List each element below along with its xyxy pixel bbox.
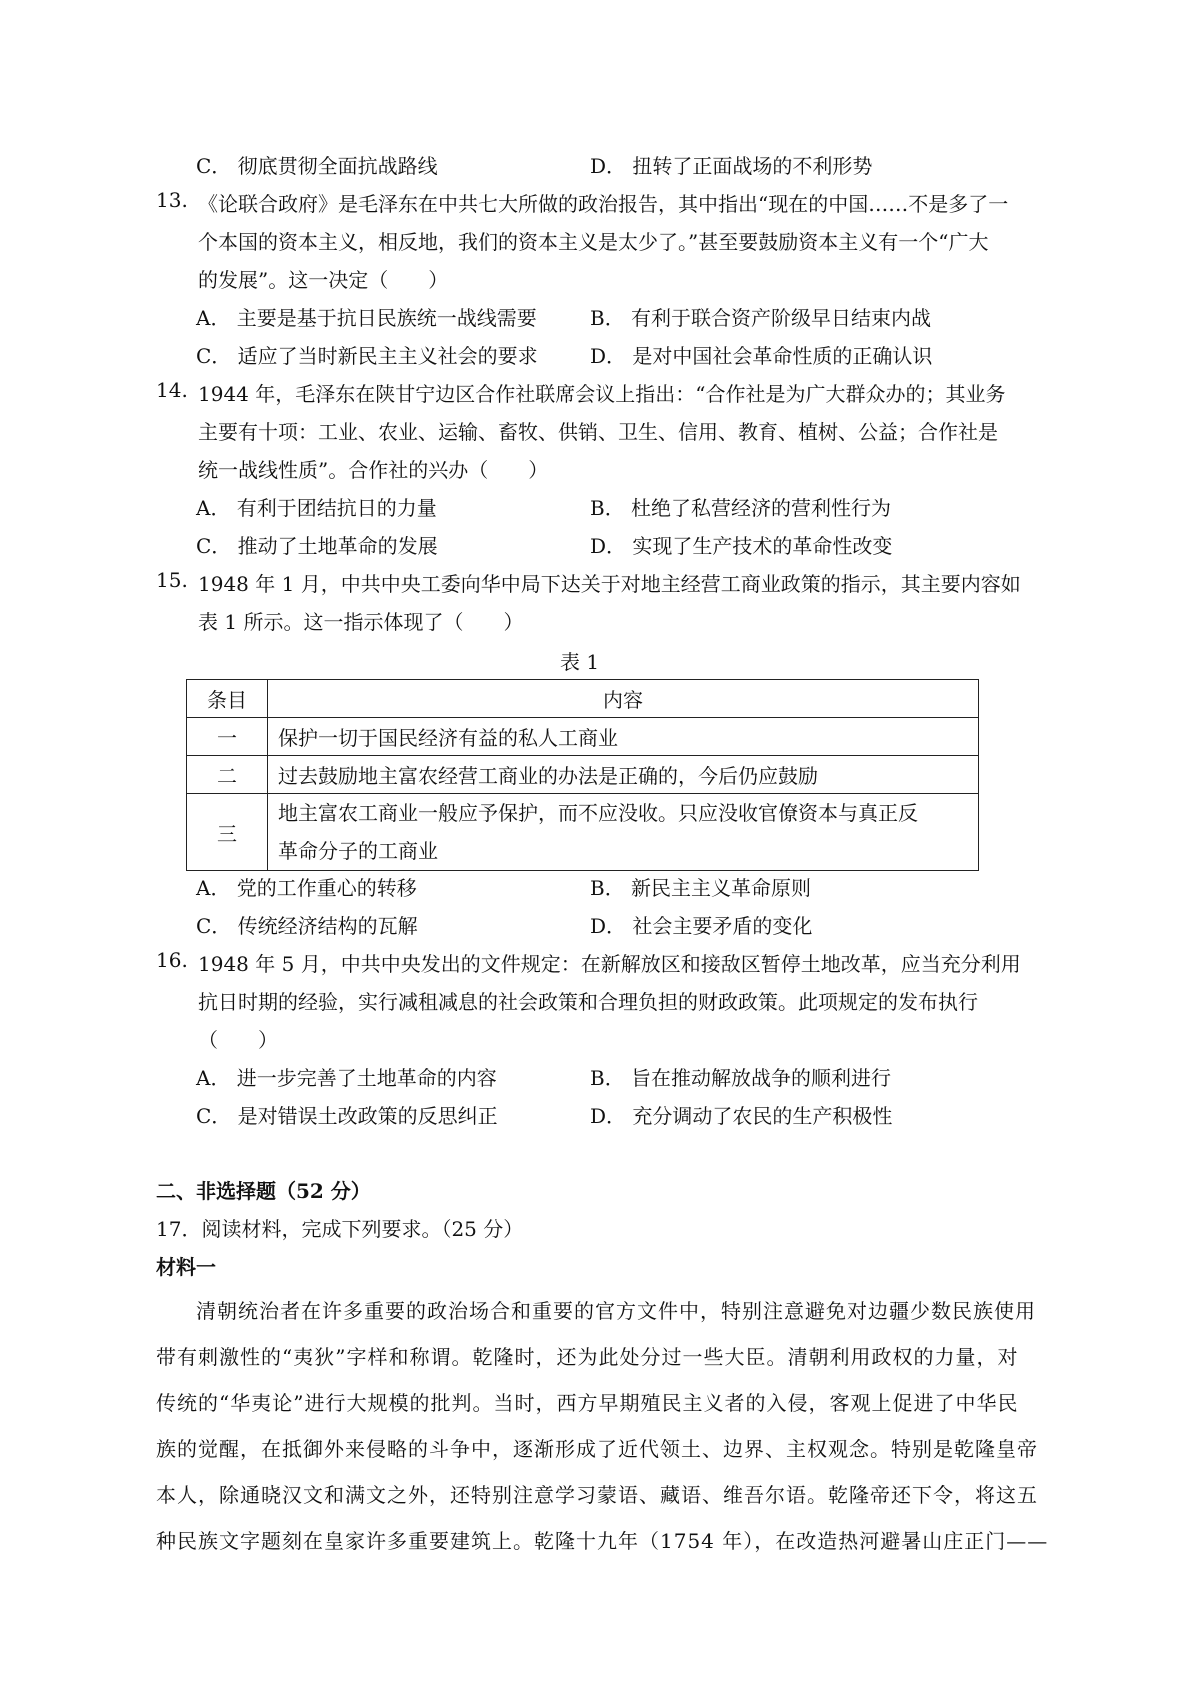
q14-option-b: B． 杜绝了私营经济的营利性行为 (590, 496, 892, 520)
table-header-row (187, 680, 979, 718)
q13-option-d: D． 是对中国社会革命性质的正确认识 (590, 344, 933, 368)
q13-line-3: 的发展”。这一决定（ ） (198, 268, 449, 292)
table-cell-content: 保护一切于国民经济有益的私人工商业 (268, 718, 979, 756)
q13-option-a: A． 主要是基于抗日民族统一战线需要 (196, 306, 537, 330)
table-cell-content: 过去鼓励地主富农经营工商业的办法是正确的，今后仍应鼓励 (268, 756, 979, 794)
q16-line-1: 1948 年 5 月，中共中央发出的文件规定：在新解放区和接敌区暂停土地改革，应当充分利用 (198, 952, 1021, 976)
table-cell-content-line-2: 革命分子的工商业 (278, 839, 438, 863)
q16-option-b: B． 旨在推动解放战争的顺利进行 (590, 1066, 892, 1090)
q14-option-d: D． 实现了生产技术的革命性改变 (590, 534, 893, 558)
q15-line-2: 表 1 所示。这一指示体现了（ ） (198, 610, 524, 634)
table-caption: 表 1 (560, 650, 600, 674)
table-row (187, 794, 979, 871)
q17-line-4: 族的觉醒，在抵御外来侵略的斗争中，逐渐形成了近代领土、边界、主权观念。特别是乾隆皇帝 (156, 1437, 1038, 1461)
q17-line-1: 清朝统治者在许多重要的政治场合和重要的官方文件中，特别注意避免对边疆少数民族使用 (196, 1299, 1036, 1323)
q12-option-d: D． 扭转了正面战场的不利形势 (590, 154, 873, 178)
material-label: 材料一 (156, 1255, 216, 1279)
policy-table (186, 679, 979, 871)
q14-line-1: 1944 年，毛泽东在陕甘宁边区合作社联席会议上指出：“合作社是为广大群众办的；其业务 (198, 382, 1006, 406)
q12-option-c: C． 彻底贯彻全面抗战路线 (196, 154, 438, 178)
q16-option-d: D． 充分调动了农民的生产积极性 (590, 1104, 893, 1128)
q15-number: 15. (156, 568, 188, 592)
q15-line-1: 1948 年 1 月，中共中央工委向华中局下达关于对地主经营工商业政策的指示，其主要内容如 (198, 572, 1021, 596)
q13-line-2: 个本国的资本主义，相反地，我们的资本主义是太少了。”甚至要鼓励资本主义有一个“广大 (198, 230, 989, 254)
table-header-item: 条目 (187, 680, 268, 718)
q17-line-5: 本人，除通晓汉文和满文之外，还特别注意学习蒙语、藏语、维吾尔语。乾隆帝还下令，将这五 (156, 1483, 1038, 1507)
table-cell-item: 三 (187, 794, 268, 871)
q17-line-3: 传统的“华夷论”进行大规模的批判。当时，西方早期殖民主义者的入侵，客观上促进了中华民 (156, 1391, 1019, 1415)
q14-option-c: C． 推动了土地革命的发展 (196, 534, 438, 558)
q15-option-b: B． 新民主主义革命原则 (590, 876, 812, 900)
q16-number: 16. (156, 948, 188, 972)
q16-option-c: C． 是对错误土改政策的反思纠正 (196, 1104, 498, 1128)
q13-option-c: C． 适应了当时新民主主义社会的要求 (196, 344, 538, 368)
q14-line-3: 统一战线性质”。合作社的兴办（ ） (198, 458, 549, 482)
table-cell-item: 一 (187, 718, 268, 756)
q16-line-2: 抗日时期的经验，实行减租减息的社会政策和合理负担的财政政策。此项规定的发布执行 (198, 990, 978, 1014)
table-row (187, 718, 979, 756)
q15-option-d: D． 社会主要矛盾的变化 (590, 914, 813, 938)
table-cell-item: 二 (187, 756, 268, 794)
table-row (187, 756, 979, 794)
q13-number: 13. (156, 188, 188, 212)
q17-header: 17．阅读材料，完成下列要求。（25 分） (156, 1217, 524, 1241)
table-header-content: 内容 (268, 680, 979, 718)
q13-line-1: 《论联合政府》是毛泽东在中共七大所做的政治报告，其中指出“现在的中国……不是多了一 (198, 192, 1009, 216)
q14-option-a: A． 有利于团结抗日的力量 (196, 496, 437, 520)
q16-option-a: A． 进一步完善了土地革命的内容 (196, 1066, 497, 1090)
table-cell-content-line-1: 地主富农工商业一般应予保护，而不应没收。只应没收官僚资本与真正反 (278, 801, 918, 825)
q14-line-2: 主要有十项：工业、农业、运输、畜牧、供销、卫生、信用、教育、植树、公益；合作社是 (198, 420, 998, 444)
q17-line-2: 带有刺激性的“夷狄”字样和称谓。乾隆时，还为此处分过一些大臣。清朝利用政权的力量，对 (156, 1345, 1019, 1369)
q17-line-6: 种民族文字题刻在皇家许多重要建筑上。乾隆十九年（1754 年），在改造热河避暑山庄正门—— (156, 1529, 1049, 1553)
q15-option-c: C． 传统经济结构的瓦解 (196, 914, 418, 938)
table-cell-content (268, 794, 979, 871)
q15-option-a: A． 党的工作重心的转移 (196, 876, 417, 900)
q14-number: 14. (156, 378, 188, 402)
q16-line-3: （ ） (198, 1028, 278, 1052)
q13-option-b: B． 有利于联合资产阶级早日结束内战 (590, 306, 932, 330)
section-title: 二、非选择题（52 分） (156, 1179, 371, 1203)
